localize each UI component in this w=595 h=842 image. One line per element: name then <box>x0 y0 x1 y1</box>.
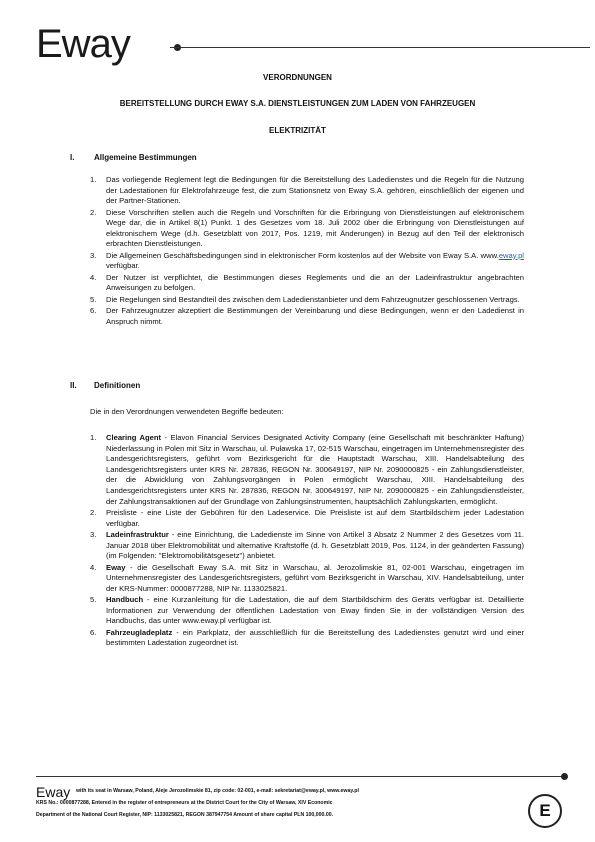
footer-logo: Eway <box>36 784 71 800</box>
footer-address: with its seat in Warsaw, Poland, Aleje Jerozolimskie 81, zip code: 02-001, e-mail: sekretariat@eway.pl, www.eway.pl <box>76 788 359 794</box>
list-item: 4. Eway - die Gesellschaft Eway S.A. mit Sitz in Warschau, al. Jerozolimskie 81, 02-001 Warschau, eingetragen im Unternehmensregister des Landesgerichtsregisters, geführt vom Bezirksgericht in Warschau, XIV. Handelsabteilung, unter der KRS-Nummer: 0000877288, NIP Nr. 1133025821. <box>90 562 524 593</box>
list-item: 6. Der Fahrzeugnutzer akzeptiert die Bestimmungen der Vereinbarung und diese Bedingungen, wenn er den Ladedienst in Anspruch nimmt. <box>90 306 524 326</box>
section-1-list <box>90 175 524 328</box>
term: Clearing Agent <box>106 433 162 442</box>
list-item: 3. Ladeinfrastruktur - eine Einrichtung, die Ladedienste im Sinne von Artikel 3 Absatz 2 Nummer 2 des Gesetzes vom 11. Januar 2018 über Elektromobilität und alternative Kraftstoffe (d. h. Gesetzblatt 2019, Pos. 1124, in der geänderten Fassung) (im Folgenden: "Elektromobilitätsgesetz") anbietet. <box>90 529 524 561</box>
section-number: I. <box>70 153 75 162</box>
list-item: 5. Die Regelungen sind Bestandteil des zwischen dem Ladedienstanbieter und dem Fahrzeugnutzer geschlossenen Vertrags. <box>90 294 520 304</box>
definitions-intro: Die in den Verordnungen verwendeten Begriffe bedeuten: <box>90 407 284 416</box>
list-item: 4. Der Nutzer ist verpflichtet, die Bestimmungen dieses Reglements und die an der Ladeinfrastruktur angebrachten Anweisungen zu befolgen. <box>90 272 524 293</box>
footer-dot <box>561 773 568 780</box>
eway-logo: Eway <box>36 22 130 66</box>
term: Handbuch <box>106 595 144 605</box>
term: Fahrzeugladeplatz <box>106 627 173 637</box>
list-item: 2. Diese Vorschriften stellen auch die Regeln und Vorschriften für die Erbringung von Dienstleistungen auf elektronischem Wege dar, die in Artikel 8(1) Punkt. 1 des Gesetzes vom 18. Juli 2002 über die Erbringung von Dienstleistungen auf elektronischem Wege (d.h. Gesetzblatt von 2017, Pos. 1219, mit Änderungen) in Bezug auf den Teil der elektronisch erbrachten Dienstleistungen. <box>90 207 524 249</box>
section-heading-1 <box>70 153 197 162</box>
eway-link[interactable]: eway.pl <box>498 250 524 260</box>
list-item: 2. Preisliste - eine Liste der Gebühren für den Ladeservice. Die Preisliste ist auf dem Startbildschirm jeder Ladestation verfügbar. <box>90 507 524 528</box>
doc-subtitle-2: ELEKTRIZITÄT <box>269 126 326 135</box>
doc-subtitle: BEREITSTELLUNG DURCH EWAY S.A. DIENSTLEISTUNGEN ZUM LADEN VON FAHRZEUGEN <box>119 99 476 108</box>
list-item: 1. Das vorliegende Reglement legt die Bedingungen für die Bereitstellung des Ladedienstes und die Regeln für die Nutzung der Ladestationen für Elektrofahrzeuge fest, die zum Stationsnetz von Eway S.A. gehören, einschließlich der eigenen und der Partner-Stationen. <box>90 175 524 206</box>
section-heading-2 <box>70 381 140 390</box>
eway-badge-icon: E <box>528 794 562 828</box>
list-item: 3. Die Allgemeinen Geschäftsbedingungen sind in elektronischer Form kostenlos auf der Website von Eway S.A. www.eway.pl verfügbar. <box>90 250 524 271</box>
doc-title: VERORDNUNGEN <box>263 73 332 82</box>
footer-registry: KRS No.: 0000877288, Entered in the register of entrepreneurs at the District Court for the City of Warsaw, XIV Economic <box>36 800 333 806</box>
footer-divider <box>36 776 566 777</box>
section-2-list <box>90 433 524 650</box>
section-title: Definitionen <box>94 381 141 390</box>
list-item: 6. Fahrzeugladeplatz - ein Parkplatz, der ausschließlich für die Bereitstellung des Ladedienstes genutzt wird und einer bestimmten Ladestation zugeordnet ist. <box>90 627 524 648</box>
section-title: Allgemeine Bestimmungen <box>94 153 197 162</box>
section-number: II. <box>70 381 77 390</box>
term: Ladeinfrastruktur <box>106 529 169 539</box>
list-item: 5. Handbuch - eine Kurzanleitung für die Ladestation, die auf dem Startbildschirm des Geräts verfügbar ist. Detaillierte Informationen zur Verwendung der öffentlichen Ladestation von Eway finden Sie in der vollständigen Version des Handbuchs, das unter www.eway.pl verfügbar ist. <box>90 595 524 626</box>
list-item: 1. Clearing Agent - Elavon Financial Services Designated Activity Company (eine Gesellschaft mit beschränkter Haftung) Niederlassung in Polen mit Sitz in Warschau, ul. Puławska 17, 02-515 Warschau, eingetragen im Unternehmensregister des Landesgerichtsregisters, geführt vom Bezirksgericht für die Hauptstadt Warschau, XIII. Handelsabteilung des Landesgerichtsregisters unter KRS Nr. 287836, REGON Nr. 300649197, NIP Nr. 2090000825 - ein Zahlungsdienstleister, der die Abwicklung von Zahlungsvorgängen in Polen ermöglicht Warschau, XIII. Handelsabteilung des Landesgerichtsregisters unter KRS Nr. 287836, REGON Nr. 300649197, NIP Nr. 2090000825 - ein Zahlungsdienstleister, der Zahlungstransaktionen auf der Grundlage von Zahlungsinstrumenten, hauptsächlich Zahlungskarten, ermöglicht. <box>90 433 524 506</box>
footer-tax: Department of the National Court Register, NIP: 1133025821, REGON 387947754 Amount of share capital PLN 100,000.00. <box>36 812 334 818</box>
term: Eway <box>106 562 126 572</box>
header-divider <box>170 47 590 48</box>
